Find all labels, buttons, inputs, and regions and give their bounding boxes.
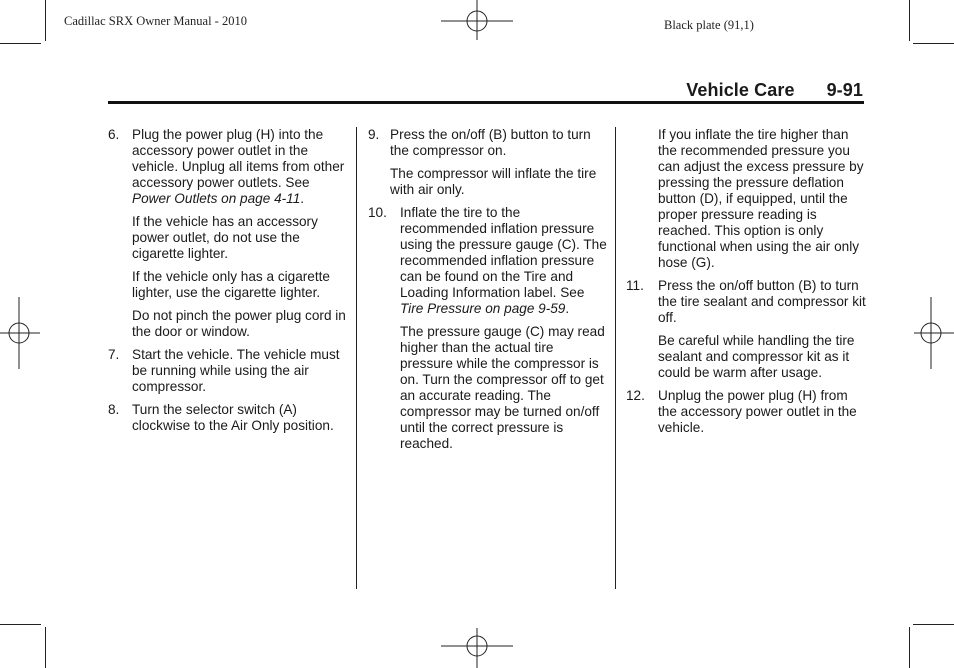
page-number: 9-91 [826,80,863,100]
note-paragraph: If you inflate the tire higher than the recommended pressure you can adjust the excess pressure by pressing the pressure deflation button (D), if equipped, until the proper pressure reading is reached. This option is only functional when using the air only hose (G). [658,127,864,270]
section-title: Vehicle Care [686,80,795,100]
step-number: 10. [368,205,387,220]
punctuation: . [300,191,305,206]
step-number: 11. [626,278,644,293]
column-3 [626,127,866,443]
step-number: 12. [626,388,645,403]
registration-mark-left [0,297,40,369]
section-heading [686,80,863,101]
step-text: Turn the selector switch (A) clockwise to the Air Only position. [132,402,334,433]
registration-mark-bottom [441,628,513,668]
column-divider-2 [615,127,616,589]
step-text: Inflate the tire to the recommended inflation pressure using the pressure gauge (C). The recommended inflation pressure can be found on the Tire and Loading Information label. See [400,205,607,300]
step-number: 6. [108,127,120,142]
step-text: Unplug the power plug (H) from the accessory power outlet in the vehicle. [658,388,857,435]
step-text: Plug the power plug (H) into the accessory power outlet in the vehicle. Unplug all items from other accessory power outlets. See [132,127,345,190]
column-divider-1 [356,127,357,589]
note-paragraph: The compressor will inflate the tire with air only. [390,166,597,197]
note-paragraph: If the vehicle only has a cigarette lighter, use the cigarette lighter. [132,269,330,300]
column-2 [368,127,608,459]
manual-title-header: Cadillac SRX Owner Manual - 2010 [64,14,247,28]
plate-info-header: Black plate (91,1) [664,18,754,32]
registration-mark-top [441,0,513,40]
step-6 [108,127,348,207]
note-paragraph: Do not pinch the power plug cord in the door or window. [132,308,346,339]
note-paragraph: Be careful while handling the tire sealant and compressor kit as it could be warm after usage. [658,333,855,380]
step-number: 9. [368,127,380,142]
step-8 [108,402,348,434]
note-paragraph: If the vehicle has an accessory power outlet, do not use the cigarette lighter. [132,214,318,261]
punctuation: . [565,301,570,316]
registration-mark-right [914,297,954,369]
cross-reference-link[interactable]: Tire Pressure on page 9-59 [400,301,566,316]
step-11 [626,278,866,326]
step-text: Press the on/off button (B) to turn the tire sealant and compressor kit off. [658,278,866,325]
step-number: 8. [108,402,120,417]
step-9 [368,127,608,159]
note-paragraph: The pressure gauge (C) may read higher than the actual tire pressure while the compressor is on. Turn the compressor off to get an accurate reading. The compressor may be turned on/off until the correct pressure is reached. [400,324,605,451]
step-7 [108,347,348,395]
cross-reference-link[interactable]: Power Outlets on page 4-11 [132,191,301,206]
step-number: 7. [108,347,120,362]
step-text: Start the vehicle. The vehicle must be running while using the air compressor. [132,347,340,394]
step-10 [368,205,608,317]
step-12 [626,388,866,436]
step-text: Press the on/off (B) button to turn the compressor on. [390,127,591,158]
column-1 [108,127,348,441]
heading-rule [108,101,864,104]
